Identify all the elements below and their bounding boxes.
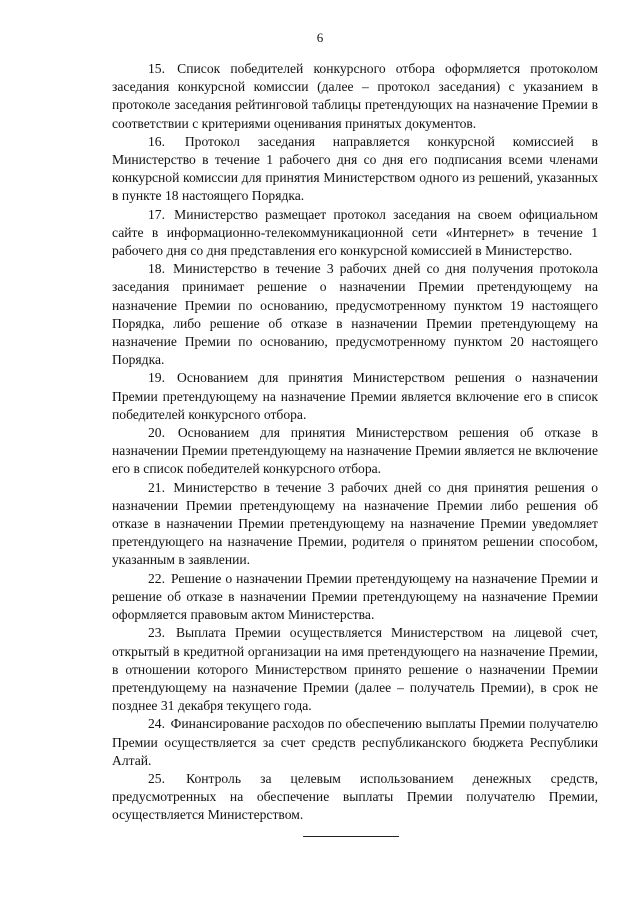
paragraph-text: Список победителей конкурсного отбора оформляется протоколом заседания конкурсной комиссии (далее – протокол заседания) с указанием в протоколе заседания рейтинговой таблицы претендующих на назначение Премии в соответствии с критериями оценивания принятых документов. bbox=[112, 61, 598, 131]
paragraph-number: 20. bbox=[148, 425, 165, 441]
document-body bbox=[112, 60, 598, 825]
paragraph-text: Выплата Премии осуществляется Министерством на лицевой счет, открытый в кредитной организации на имя претендующего на назначение Премии, в отношении которого Министерством принято решение о назначении Премии претендующему на назначение Премии (далее – получатель Премии), в срок не позднее 31 декабря текущего года. bbox=[112, 625, 598, 714]
paragraph-19 bbox=[112, 369, 598, 424]
page-number: 6 bbox=[316, 30, 324, 45]
paragraph-text: Контроль за целевым использованием денежных средств, предусмотренных на обеспечение выплаты Премии получателю Премии, осуществляется Министерством. bbox=[112, 770, 598, 823]
paragraph-number: 17. bbox=[148, 206, 165, 222]
paragraph-number: 21. bbox=[148, 479, 165, 495]
paragraph-24 bbox=[112, 715, 598, 770]
paragraph-number: 23. bbox=[148, 625, 165, 641]
paragraph-text: Министерство в течение 3 рабочих дней со дня получения протокола заседания принимает решение о назначении Премии претендующему на назначение Премии по основанию, предусмотренному пунктом 19 настоящего Порядка, либо решение об отказе в назначении Премии претендующему на назначение Премии по основанию, предусмотренному пунктом 20 настоящего Порядка. bbox=[112, 261, 598, 368]
paragraph-number: 22. bbox=[148, 570, 165, 586]
paragraph-20 bbox=[112, 424, 598, 479]
paragraph-text: Основанием для принятия Министерством решения об отказе в назначении Премии претендующему на назначение Премии является не включение его в список победителей конкурсного отбора. bbox=[112, 425, 598, 477]
paragraph-17 bbox=[112, 206, 598, 261]
paragraph-number: 18. bbox=[148, 261, 165, 277]
paragraph-16 bbox=[112, 133, 598, 206]
paragraph-15 bbox=[112, 60, 598, 133]
paragraph-23 bbox=[112, 624, 598, 715]
paragraph-text: Протокол заседания направляется конкурсной комиссией в Министерство в течение 1 рабочего дня со дня его подписания всеми членами конкурсной комиссии для принятия Министерством одного из решений, указанных в пункте 18 настоящего Порядка. bbox=[112, 133, 598, 204]
paragraph-number: 19. bbox=[148, 370, 165, 386]
paragraph-18 bbox=[112, 260, 598, 369]
paragraph-22 bbox=[112, 570, 598, 625]
paragraph-text: Министерство в течение 3 рабочих дней со дня принятия решения о назначении Премии претендующему на назначение Премии либо решения об отказе в назначении Премии претендующему на назначение Премии уведомляет претендующего на назначение Премии, родителя о принятом решении способом, указанным в заявлении. bbox=[112, 479, 598, 568]
paragraph-text: Финансирование расходов по обеспечению выплаты Премии получателю Премии осуществляется за счет средств республиканского бюджета Республики Алтай. bbox=[112, 716, 599, 768]
paragraph-number: 15. bbox=[148, 61, 165, 76]
paragraph-text: Министерство размещает протокол заседания на своем официальном сайте в информационно-телекоммуникационной сети «Интернет» в течение 1 рабочего дня со дня представления его конкурсной комиссией в Министерство. bbox=[112, 206, 598, 259]
paragraph-25 bbox=[112, 770, 598, 825]
paragraph-number: 16. bbox=[148, 133, 165, 149]
paragraph-number: 24. bbox=[148, 716, 165, 732]
paragraph-text: Основанием для принятия Министерством решения о назначении Премии претендующему на назначение Премии является включение его в список победителей конкурсного отбора. bbox=[112, 370, 598, 422]
paragraph-21 bbox=[112, 479, 598, 570]
paragraph-text: Решение о назначении Премии претендующему на назначение Премии и решение об отказе в назначении Премии претендующему на назначение Премии оформляется правовым актом Министерства. bbox=[112, 570, 598, 623]
paragraph-number: 25. bbox=[148, 770, 165, 786]
closing-divider bbox=[303, 836, 399, 837]
